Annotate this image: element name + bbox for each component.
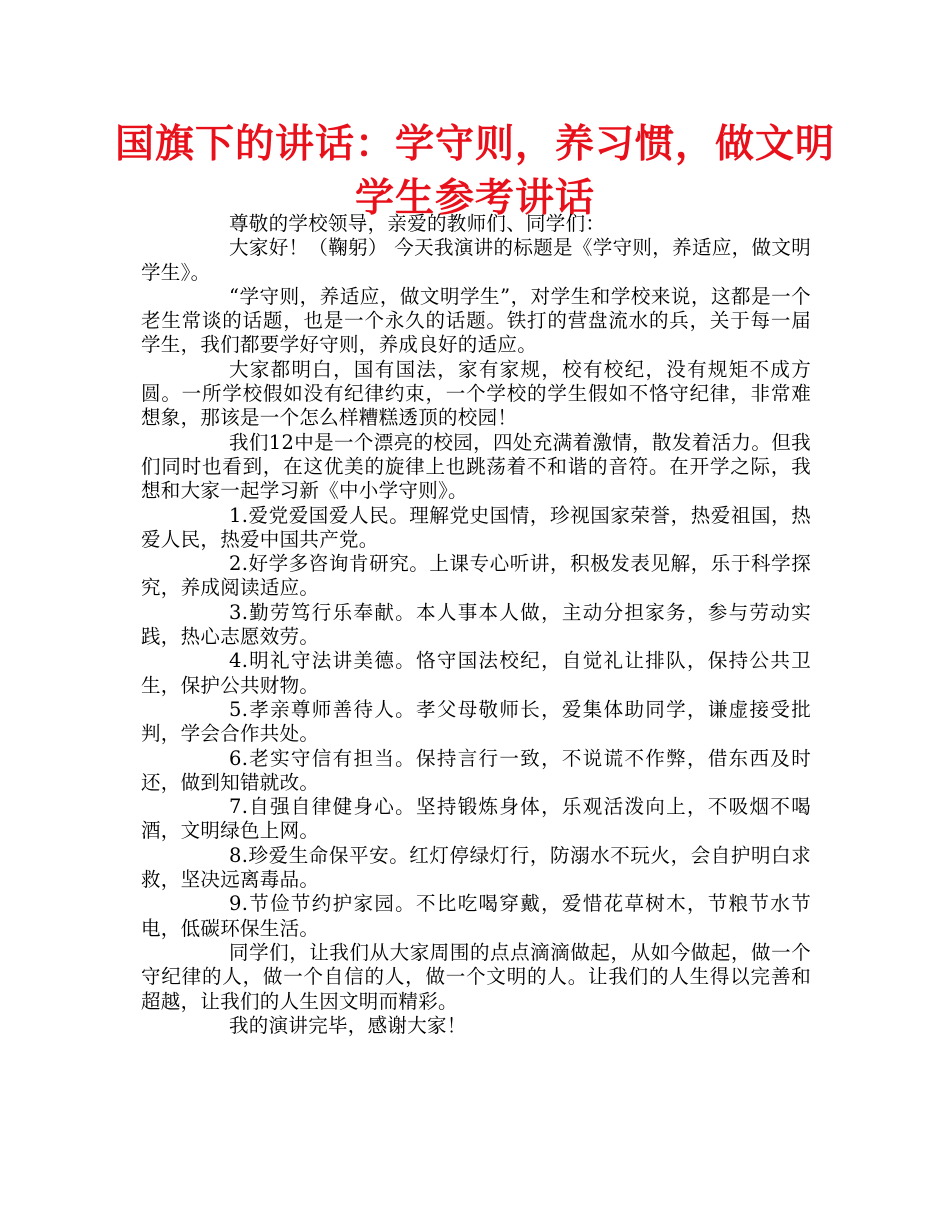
closing-paragraph: 同学们，让我们从大家周围的点点滴滴做起，从如今做起，做一个守纪律的人，做一个自信的人，做一个文明的人。让我们的人生得以完善和超越，让我们的人生因文明而精彩。 bbox=[141, 940, 811, 1013]
rule-item-6: 6.老实守信有担当。保持言行一致，不说谎不作弊，借东西及时还，做到知错就改。 bbox=[141, 746, 811, 794]
thanks-paragraph: 我的演讲完毕，感谢大家！ bbox=[229, 1013, 467, 1037]
intro-paragraph: “学守则，养适应，做文明学生”，对学生和学校来说，这都是一个老生常谈的话题，也是一个永久的话题。铁打的营盘流水的兵，关于每一届学生，我们都要学好守则，养成良好的适应。 bbox=[141, 284, 811, 357]
salutation-paragraph: 尊敬的学校领导，亲爱的教师们、同学们： bbox=[229, 212, 606, 235]
school-paragraph: 我们12中是一个漂亮的校园，四处充满着激情，散发着活力。但我们同时也看到，在这优美的旋律上也跳荡着不和谐的音符。在开学之际，我想和大家一起学习新《中小学守则》。 bbox=[141, 430, 811, 503]
rule-item-4: 4.明礼守法讲美德。恪守国法校纪，自觉礼让排队，保持公共卫生，保护公共财物。 bbox=[141, 649, 811, 697]
rule-item-3: 3.勤劳笃行乐奉献。本人事本人做，主动分担家务，参与劳动实践，热心志愿效劳。 bbox=[141, 600, 811, 649]
rule-item-7: 7.自强自律健身心。坚持锻炼身体，乐观活泼向上，不吸烟不喝酒，文明绿色上网。 bbox=[141, 795, 811, 843]
rule-item-2: 2.好学多咨询肯研究。上课专心听讲，积极发表见解，乐于科学探究，养成阅读适应。 bbox=[141, 552, 811, 600]
document-body bbox=[141, 212, 811, 1038]
rules-paragraph: 大家都明白，国有国法，家有家规，校有校纪，没有规矩不成方圆。一所学校假如没有纪律约束，一个学校的学生假如不恪守纪律，非常难想象，那该是一个怎么样糟糕透顶的校园！ bbox=[141, 357, 811, 430]
rule-item-1: 1.爱党爱国爱人民。理解党史国情，珍视国家荣誉，热爱祖国，热爱人民，热爱中国共产党。 bbox=[141, 503, 811, 551]
rule-item-9: 9.节俭节约护家园。不比吃喝穿戴，爱惜花草树木，节粮节水节电，低碳环保生活。 bbox=[141, 892, 811, 940]
rule-item-8: 8.珍爱生命保平安。红灯停绿灯行，防溺水不玩火，会自护明白求救，坚决远离毒品。 bbox=[141, 843, 811, 892]
rule-item-5: 5.孝亲尊师善待人。孝父母敬师长，爱集体助同学，谦虚接受批判，学会合作共处。 bbox=[141, 697, 811, 746]
document-title: 国旗下的讲话：学守则，养习惯，做文明学生参考讲话 bbox=[114, 122, 835, 221]
greeting-paragraph: 大家好！（鞠躬） 今天我演讲的标题是《学守则，养适应，做文明学生》。 bbox=[141, 236, 811, 284]
